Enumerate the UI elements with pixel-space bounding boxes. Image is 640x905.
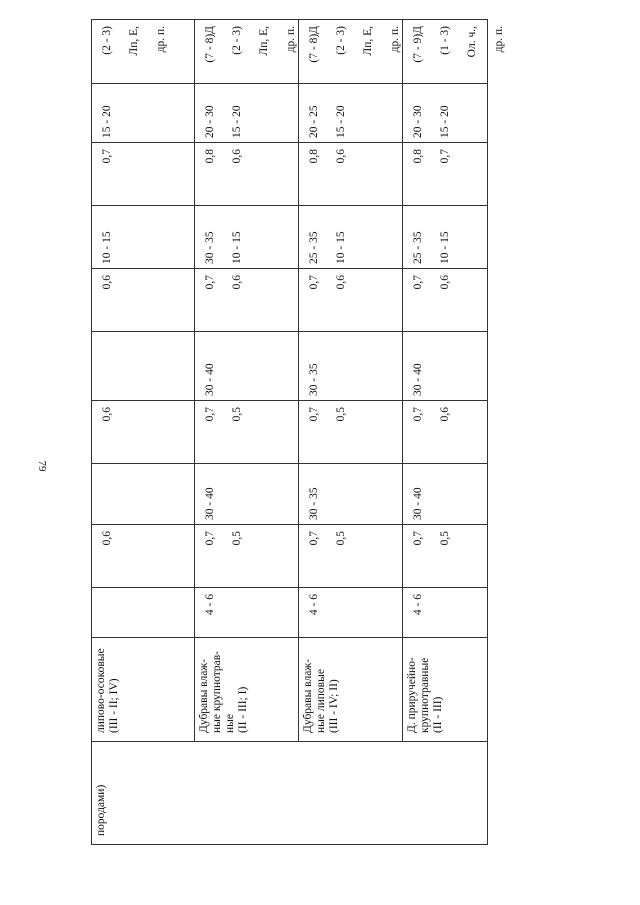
value-cell bbox=[92, 525, 195, 588]
cell-value: 30 - 35 bbox=[308, 487, 320, 520]
value-cell bbox=[299, 525, 403, 588]
cell-value: 30 - 40 bbox=[204, 363, 216, 396]
value-cell bbox=[195, 20, 299, 84]
value-cell bbox=[403, 269, 488, 332]
value-cell bbox=[195, 401, 299, 464]
cell-value: (7 - 8)Д bbox=[308, 26, 320, 63]
cell-value: 0,7 bbox=[308, 531, 320, 546]
cell-value: 30 - 35 bbox=[204, 231, 216, 264]
cell-value: 15 - 20 bbox=[335, 105, 347, 138]
value-cell bbox=[403, 20, 505, 84]
cell-value: 0,7 bbox=[439, 149, 451, 164]
cell-value: 0,7 bbox=[412, 531, 424, 546]
value-cell bbox=[195, 588, 299, 638]
cell-value: (2 - 3) bbox=[335, 26, 347, 55]
cell-value: 30 - 40 bbox=[412, 487, 424, 520]
forest-type-label bbox=[95, 648, 121, 733]
cell-value: 0,6 bbox=[231, 275, 243, 290]
value-cell bbox=[195, 332, 299, 401]
forest-type-line: липово-осоковые bbox=[95, 648, 107, 733]
cell-value: 0,6 bbox=[439, 407, 451, 422]
forest-type-line: Д. приручейно- bbox=[406, 657, 418, 733]
forest-type-cell bbox=[299, 638, 403, 742]
forest-type-label bbox=[198, 651, 250, 733]
value-cell bbox=[403, 143, 488, 206]
value-cell bbox=[403, 401, 488, 464]
cell-value: 4 - 6 bbox=[308, 594, 320, 616]
forest-type-label bbox=[406, 657, 445, 733]
rotated-table-container bbox=[91, 20, 505, 845]
cell-value: 0,5 bbox=[231, 407, 243, 422]
group-cell bbox=[92, 742, 488, 845]
cell-value: 0,6 bbox=[101, 531, 113, 546]
cell-value: 0,7 bbox=[308, 275, 320, 290]
forest-type-cell bbox=[403, 638, 488, 742]
value-cell bbox=[92, 588, 195, 638]
value-cell bbox=[92, 332, 195, 401]
value-cell bbox=[195, 206, 299, 269]
cell-value: 0,7 bbox=[204, 275, 216, 290]
forest-type-line: Дубравы влаж- bbox=[302, 658, 314, 733]
value-cell bbox=[299, 84, 403, 143]
value-cell bbox=[403, 588, 488, 638]
value-cell bbox=[92, 401, 195, 464]
value-cell bbox=[299, 464, 403, 525]
cell-value: 10 - 15 bbox=[439, 231, 451, 264]
cell-value: др. п. bbox=[389, 26, 401, 53]
group-label: породами) bbox=[95, 784, 107, 836]
cell-value: 0,7 bbox=[204, 407, 216, 422]
value-cell bbox=[92, 20, 195, 84]
forest-type-line: (II - III) bbox=[432, 696, 444, 733]
cell-value: 25 - 35 bbox=[308, 231, 320, 264]
cell-value: Лп, Е, bbox=[258, 26, 270, 56]
cell-value: Лп, Е, bbox=[128, 26, 140, 56]
cell-value: 30 - 40 bbox=[204, 487, 216, 520]
value-cell bbox=[195, 84, 299, 143]
forest-type-line: (III - IV; II) bbox=[328, 679, 340, 733]
cell-value: 15 - 20 bbox=[439, 105, 451, 138]
value-cell bbox=[299, 20, 403, 84]
cell-value: 0,7 bbox=[412, 275, 424, 290]
cell-value: 0,6 bbox=[101, 275, 113, 290]
cell-value: 25 - 35 bbox=[412, 231, 424, 264]
cell-value: 0,8 bbox=[412, 149, 424, 164]
cell-value: 15 - 20 bbox=[101, 105, 113, 138]
cell-value: 4 - 6 bbox=[412, 594, 424, 616]
cell-value: 30 - 40 bbox=[412, 363, 424, 396]
cell-value: Ол. ч., bbox=[466, 26, 478, 58]
cell-value: 30 - 35 bbox=[308, 363, 320, 396]
value-cell bbox=[403, 332, 488, 401]
cell-value: 20 - 25 bbox=[308, 105, 320, 138]
forest-type-line: (II - III; I) bbox=[237, 686, 249, 733]
forest-type-label bbox=[302, 659, 341, 733]
table-row bbox=[299, 20, 403, 845]
forest-type-line: Дубравы влаж- bbox=[198, 658, 210, 733]
cell-value: 0,6 bbox=[335, 275, 347, 290]
cell-value: (2 - 3) bbox=[231, 26, 243, 55]
page-number: 79 bbox=[36, 460, 48, 472]
cell-value: (7 - 9)Д bbox=[412, 26, 424, 63]
value-cell bbox=[92, 84, 195, 143]
forest-type-line: ные крупнотрав- bbox=[211, 651, 223, 733]
value-cell bbox=[195, 525, 299, 588]
cell-value: 20 - 30 bbox=[204, 105, 216, 138]
value-cell bbox=[299, 143, 403, 206]
cell-value: 0,7 bbox=[412, 407, 424, 422]
cell-value: 0,8 bbox=[204, 149, 216, 164]
forest-type-line: (III - II; IV) bbox=[108, 678, 120, 733]
forest-type-line: ные липовые bbox=[315, 669, 327, 733]
table-row bbox=[92, 20, 195, 845]
forest-type-cell bbox=[92, 638, 195, 742]
cell-value: 0,6 bbox=[335, 149, 347, 164]
cell-value: 10 - 15 bbox=[335, 231, 347, 264]
cell-value: 15 - 20 bbox=[231, 105, 243, 138]
forest-type-line: крупнотравные bbox=[419, 657, 431, 733]
cell-value: др. п. bbox=[155, 26, 167, 53]
value-cell bbox=[299, 269, 403, 332]
value-cell bbox=[403, 84, 488, 143]
cell-value: (7 - 8)Д bbox=[204, 26, 216, 63]
value-cell bbox=[299, 206, 403, 269]
table-row bbox=[195, 20, 299, 845]
cell-value: др. п. bbox=[493, 26, 505, 53]
value-cell bbox=[403, 464, 488, 525]
value-cell bbox=[299, 588, 403, 638]
cell-value: 0,5 bbox=[335, 531, 347, 546]
value-cell bbox=[92, 269, 195, 332]
cell-value: 20 - 30 bbox=[412, 105, 424, 138]
cell-value: 10 - 15 bbox=[101, 231, 113, 264]
value-cell bbox=[92, 206, 195, 269]
cell-value: 0,6 bbox=[231, 149, 243, 164]
cell-value: (2 - 3) bbox=[101, 26, 113, 55]
cell-value: 0,7 bbox=[204, 531, 216, 546]
cell-value: др. п. bbox=[285, 26, 297, 53]
value-cell bbox=[403, 525, 488, 588]
cell-value: 10 - 15 bbox=[231, 231, 243, 264]
cell-value: 0,5 bbox=[335, 407, 347, 422]
forest-types-table bbox=[91, 19, 505, 845]
cell-value: 0,8 bbox=[308, 149, 320, 164]
value-cell bbox=[195, 143, 299, 206]
value-cell bbox=[403, 206, 488, 269]
table-row bbox=[403, 20, 488, 845]
cell-value: 0,6 bbox=[101, 407, 113, 422]
value-cell bbox=[92, 143, 195, 206]
value-cell bbox=[195, 269, 299, 332]
cell-value: Лп, Е, bbox=[362, 26, 374, 56]
forest-type-cell bbox=[195, 638, 299, 742]
cell-value: (1 - 3) bbox=[439, 26, 451, 55]
cell-value: 0,7 bbox=[308, 407, 320, 422]
value-cell bbox=[195, 464, 299, 525]
cell-value: 0,6 bbox=[439, 275, 451, 290]
value-cell bbox=[299, 401, 403, 464]
cell-value: 0,5 bbox=[231, 531, 243, 546]
cell-value: 0,5 bbox=[439, 531, 451, 546]
value-cell bbox=[92, 464, 195, 525]
value-cell bbox=[299, 332, 403, 401]
cell-value: 0,7 bbox=[101, 149, 113, 164]
cell-value: 4 - 6 bbox=[204, 594, 216, 616]
forest-type-line: ные bbox=[224, 714, 236, 733]
